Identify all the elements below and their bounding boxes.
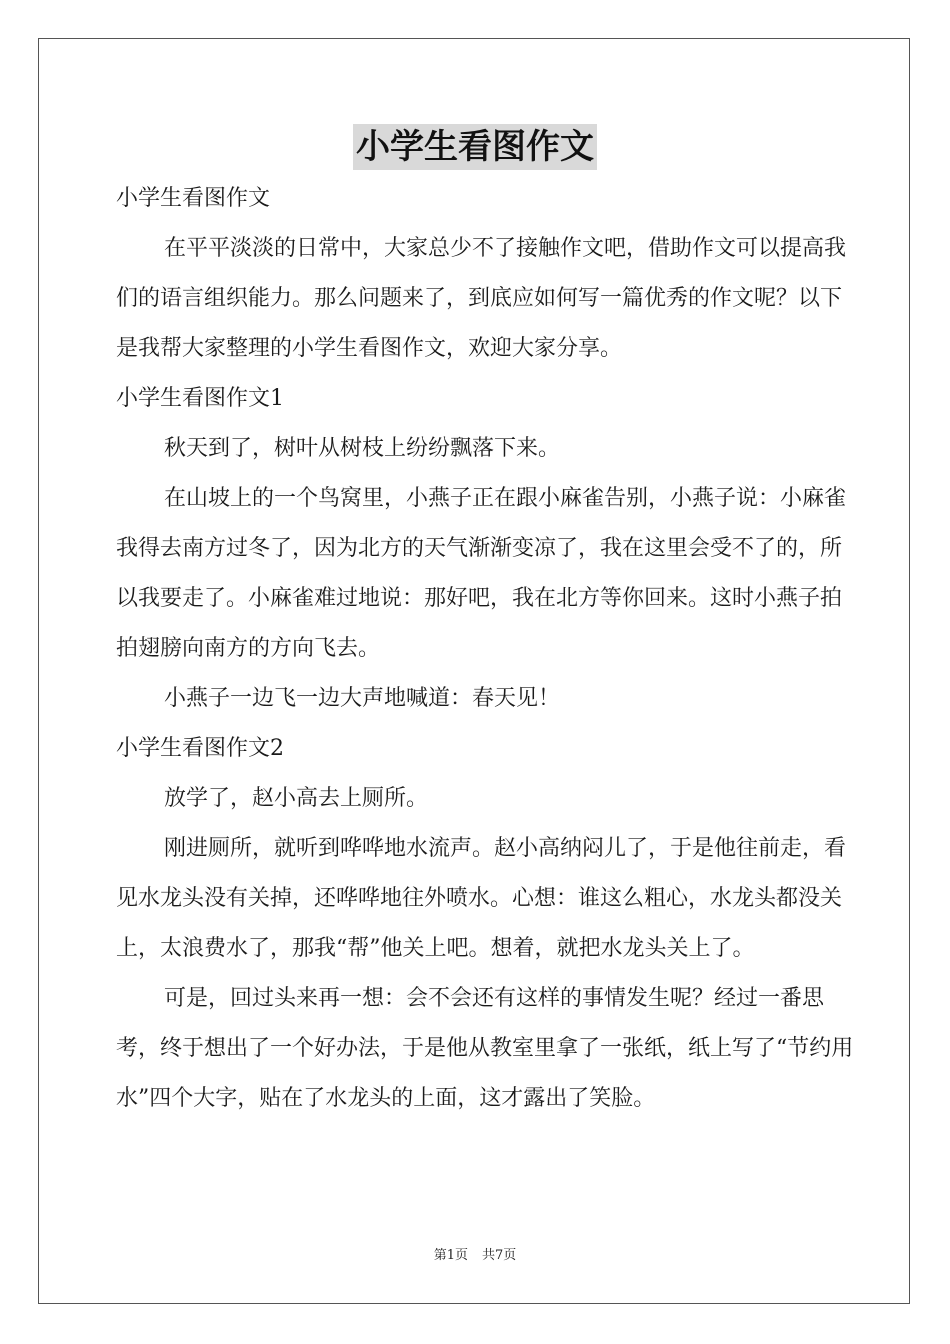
page-number: 第1页	[433, 1248, 468, 1263]
paragraph-intro: 在平平淡淡的日常中，大家总少不了接触作文吧，借助作文可以提高我们的语言组织能力。那么问题来了，到底应如何写一篇优秀的作文呢？以下是我帮大家整理的小学生看图作文，欢迎大家分享。	[116, 236, 847, 361]
paragraph-essay-2-2: 刚进厕所，就听到哗哗地水流声。赵小高纳闷儿了，于是他往前走，看见水龙头没有关掉，还哗哗地往外喷水。心想：谁这么粗心，水龙头都没关上，太浪费水了，那我“帮”他关上吧。想着，就把水龙头关上了。	[116, 836, 847, 961]
paragraph-essay-2-3: 可是，回过头来再一想：会不会还有这样的事情发生呢？经过一番思考，终于想出了一个好办法，于是他从教室里拿了一张纸，纸上写了“节约用水”四个大字，贴在了水龙头的上面，这才露出了笑脸。	[116, 986, 854, 1111]
section-heading-essay-1: 小学生看图作文1	[116, 386, 284, 411]
page-total: 共7页	[482, 1248, 517, 1263]
paragraph-essay-1-2: 在山坡上的一个鸟窝里，小燕子正在跟小麻雀告别，小燕子说：小麻雀我得去南方过冬了，因为北方的天气渐渐变凉了，我在这里会受不了的，所以我要走了。小麻雀难过地说：那好吧，我在北方等你回来。这时小燕子拍拍翅膀向南方的方向飞去。	[116, 486, 847, 661]
document-title: 小学生看图作文	[353, 124, 597, 170]
paragraph-essay-1-3: 小燕子一边飞一边大声地喊道：春天见！	[164, 686, 561, 711]
paragraph-essay-2-1: 放学了，赵小高去上厕所。	[164, 786, 429, 811]
paragraph-essay-1-1: 秋天到了，树叶从树枝上纷纷飘落下来。	[164, 436, 561, 461]
section-heading-intro: 小学生看图作文	[116, 186, 271, 211]
document-body	[116, 174, 856, 1124]
section-heading-essay-2: 小学生看图作文2	[116, 736, 284, 761]
title-container	[0, 124, 950, 170]
page-footer	[0, 1246, 950, 1266]
